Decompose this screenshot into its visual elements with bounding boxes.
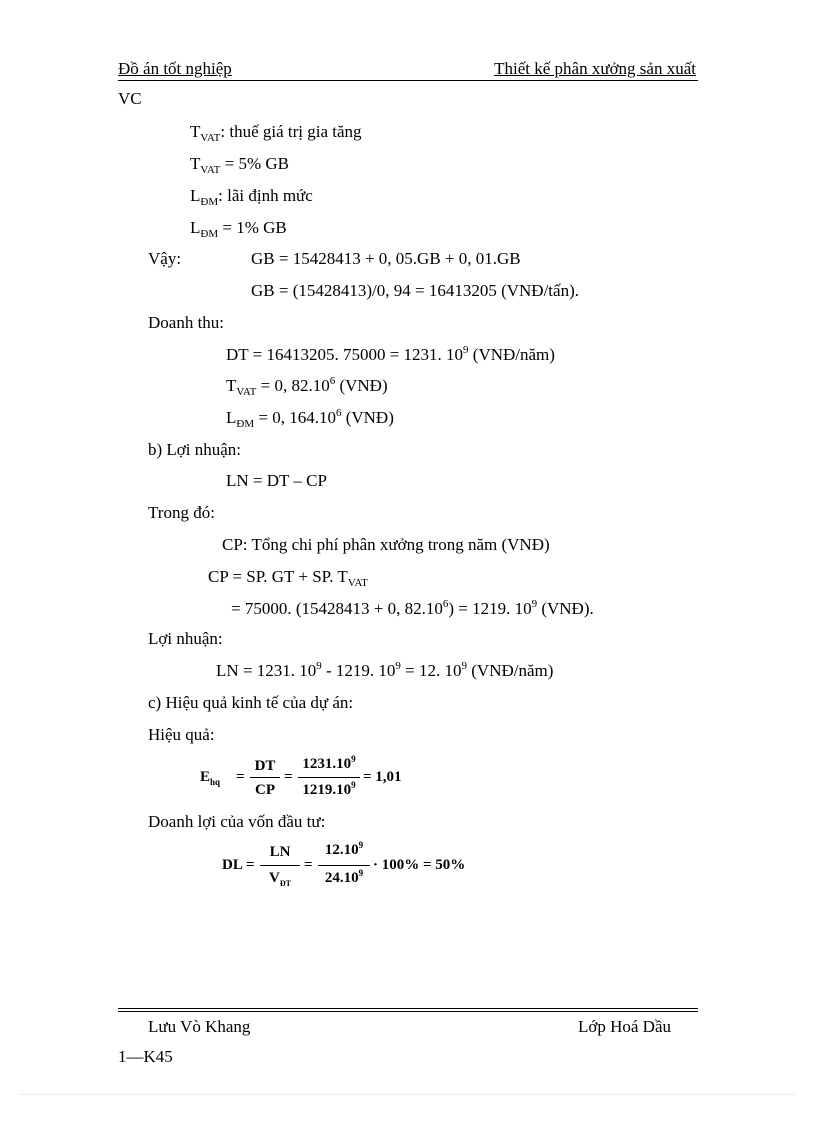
ldm-equation: $L_{ĐM} = 1\%$ GB: [190, 218, 287, 240]
footer-rule-1: [118, 1008, 698, 1009]
ldm-definition: $L_{ĐM}$: lãi định mức: [190, 186, 313, 208]
tvat-value: $T_{VAT} = 0$, 82.10$^6$ (VNĐ): [226, 375, 388, 398]
ehq-result: = 1,01: [363, 769, 402, 785]
ehq-frac2-den: 1219.10$^9$: [302, 780, 356, 798]
header-right: Thiết kế phân xưởng sản xuất: [494, 59, 696, 78]
dl-frac1-bar: [260, 865, 300, 866]
tvat-definition: $T_{VAT}$: thuế giá trị gia tăng: [190, 122, 362, 144]
dl-frac2-bar: [318, 865, 370, 866]
ehq-frac1-den: CP: [255, 782, 275, 798]
doanh-loi-label: Doanh lợi của vốn đầu tư:: [148, 812, 326, 831]
ehq-frac2-bar: [298, 777, 360, 778]
loi-nhuan-label: Lợi nhuận:: [148, 629, 223, 648]
ehq-frac2-num: 1231.10$^9$: [302, 754, 356, 772]
dl-lhs: DL: [222, 857, 243, 873]
footer-rule-2: [118, 1011, 698, 1012]
ehq-formula: $E_{hq}$ = DT CP = $1231.10^9$ 1219.10$^9$ = 1,01: [200, 754, 402, 798]
dl-frac2-num: 12.10$^9$: [324, 840, 364, 858]
dl-frac2-den: 24.10$^9$: [324, 868, 364, 886]
dl-frac1-num: LN: [269, 844, 291, 860]
section-b-heading: b) Lợi nhuận:: [148, 440, 242, 459]
dl-rest: · 100% = 50%: [373, 857, 466, 873]
hieu-qua-label: Hiệu quả:: [148, 725, 215, 744]
footer-line2: 1—K45: [118, 1047, 173, 1066]
trong-do-label: Trong đó:: [148, 503, 215, 522]
cp-equation-1: CP = SP. GT + SP. $T_{VAT}$: [208, 567, 368, 589]
gb-equation-2: GB = (15428413)/0, 94 = 16413205 (VNĐ/tấn).: [251, 281, 579, 300]
continued-text: VC: [118, 89, 142, 108]
cp-equation-2: = 75000. (15428413 + 0, $82.10^6) = 1219$. $10^9$ (VNĐ).: [231, 598, 594, 618]
dl-frac1-den: $V_{ĐT}$: [269, 870, 291, 888]
ln-value: LN = 1231. $10^9 - 1219$. $10^9 = 12$. $10^9$ (VNĐ/năm): [216, 660, 554, 680]
cp-definition: CP: Tổng chi phí phân xưởng trong năm (VNĐ): [222, 535, 550, 554]
gb-equation-1: GB = 15428413 + 0, 05.GB + 0, 01.GB: [251, 249, 521, 268]
ldm-value: $L_{ĐM} = 0$, 164.10$^6$ (VNĐ): [226, 407, 394, 430]
ehq-lhs: $E_{hq}$: [200, 769, 221, 787]
ln-equation: LN = DT – CP: [226, 471, 327, 490]
ehq-frac1-num: DT: [254, 758, 276, 774]
footer-left: Lưu Vò Khang: [148, 1017, 251, 1036]
header-left: Đồ án tốt nghiệp: [118, 59, 232, 78]
ehq-frac1-bar: [250, 777, 280, 778]
dt-equation: DT = 16413205. 75000 = 1231. $10^9$ (VNĐ/năm): [226, 344, 555, 364]
section-c-heading: c) Hiệu quả kinh tế của dự án:: [148, 693, 354, 712]
header-rule: [118, 80, 698, 81]
page-bottom-border: [20, 1094, 796, 1095]
doanh-thu-label: Doanh thu:: [148, 313, 225, 332]
footer-right: Lớp Hoá Dầu: [577, 1017, 671, 1036]
tvat-equation: $T_{VAT} = 5\%$ GB: [190, 154, 289, 176]
vay-label: Vậy:: [148, 249, 182, 268]
dl-formula: DL = LN $V_{ĐT}$ = $12.10^9$ 24.10$^9$ · 100% = 50%: [222, 840, 466, 888]
